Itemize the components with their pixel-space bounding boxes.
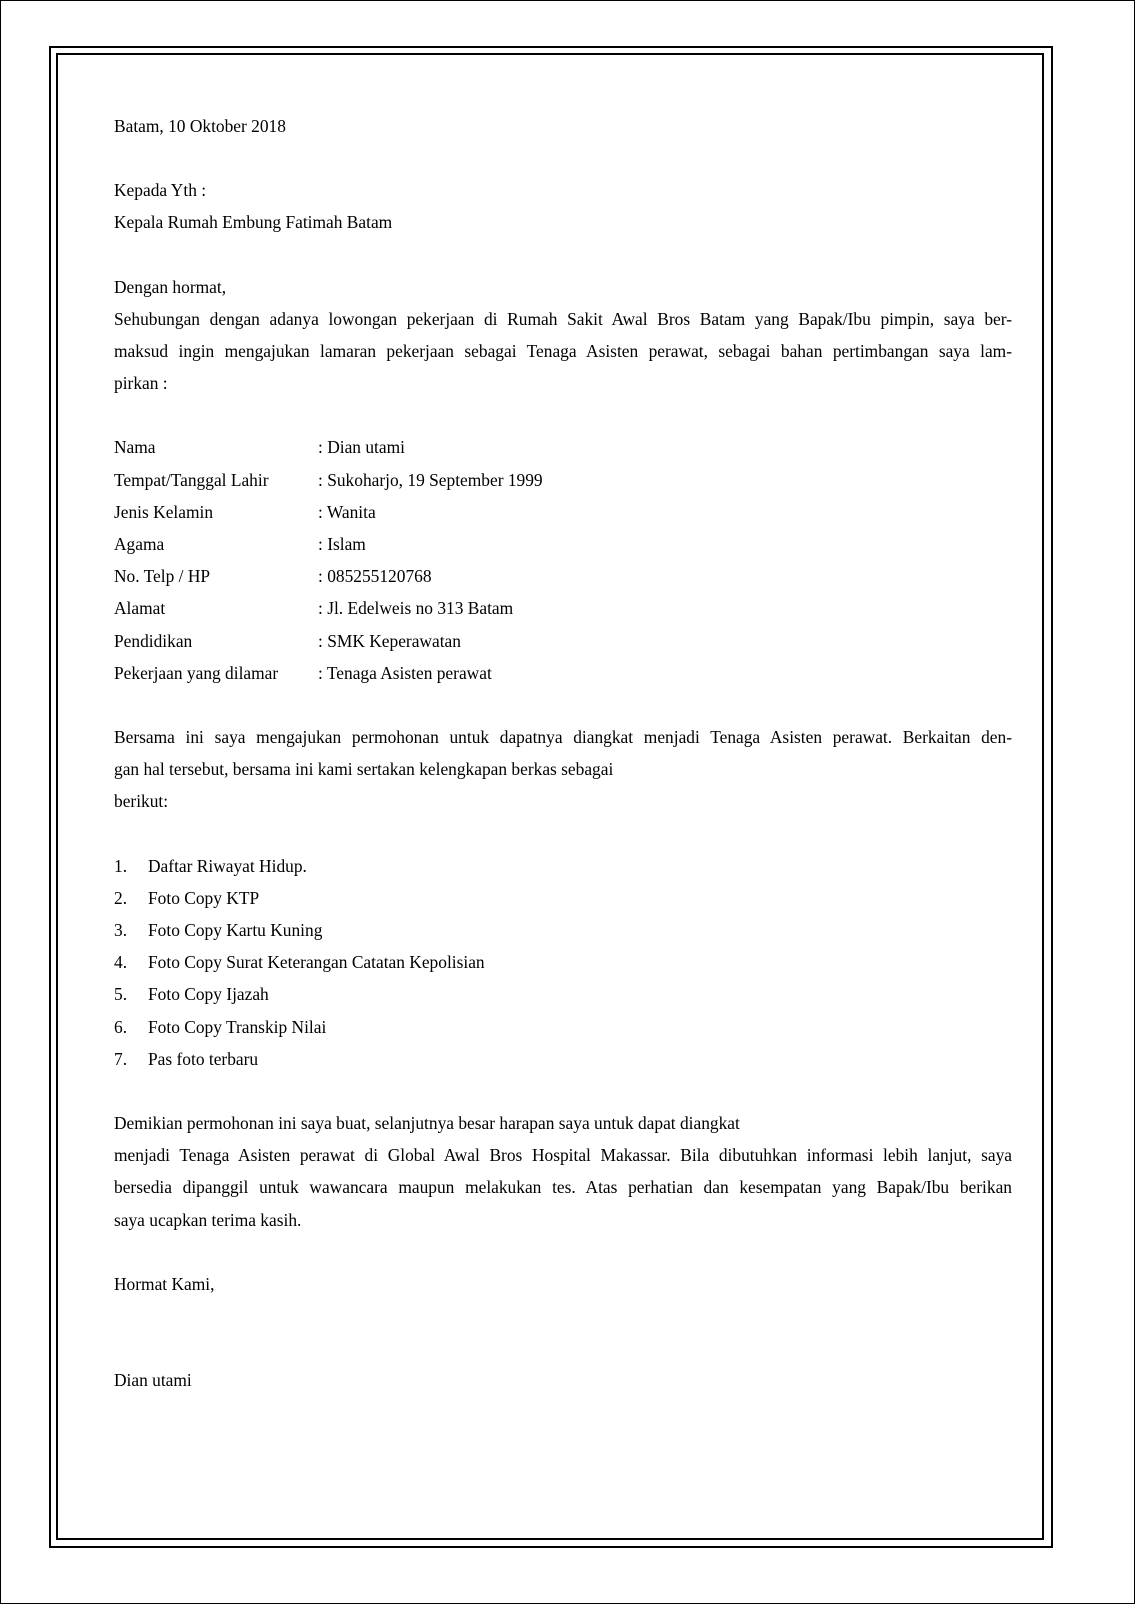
list-text: Foto Copy Ijazah <box>148 984 269 1005</box>
closing-line-4: saya ucapkan terima kasih. <box>114 1209 302 1230</box>
list-item <box>114 946 1012 978</box>
list-number: 5. <box>114 984 128 1005</box>
detail-label: Pekerjaan yang dilamar <box>114 662 279 683</box>
list-text: Foto Copy KTP <box>148 887 260 908</box>
detail-value: : Sukoharjo, 19 September 1999 <box>318 464 543 496</box>
recipient-label: Kepada Yth : <box>114 180 207 201</box>
detail-row <box>114 657 1012 689</box>
greeting: Dengan hormat, <box>114 276 227 297</box>
list-text: Foto Copy Kartu Kuning <box>148 920 323 941</box>
detail-label: Nama <box>114 437 156 458</box>
detail-value: : Tenaga Asisten perawat <box>318 657 492 689</box>
detail-row <box>114 592 1012 624</box>
closing-line-3: bersedia dipanggil untuk wawancara maupun melakukan tes. Atas perhatian dan kesempatan yang Bapak/Ibu berikan <box>114 1177 1012 1198</box>
detail-label: Alamat <box>114 598 166 619</box>
detail-value: : SMK Keperawatan <box>318 625 461 657</box>
detail-row <box>114 464 1012 496</box>
detail-value: : 085255120768 <box>318 560 432 592</box>
sign-off: Hormat Kami, <box>114 1273 215 1294</box>
body-line-2: gan hal tersebut, bersama ini kami sertakan kelengkapan berkas sebagai <box>114 759 614 780</box>
list-item <box>114 1043 1012 1075</box>
intro-line-1: Sehubungan dengan adanya lowongan pekerjaan di Rumah Sakit Awal Bros Batam yang Bapak/Ibu pimpin, saya ber- <box>114 308 1012 329</box>
date-line: Batam, 10 Oktober 2018 <box>114 116 286 136</box>
list-item <box>114 978 1012 1010</box>
detail-row <box>114 625 1012 657</box>
detail-value: : Jl. Edelweis no 313 Batam <box>318 592 513 624</box>
intro-line-3: pirkan : <box>114 373 168 394</box>
list-text: Foto Copy Transkip Nilai <box>148 1016 327 1037</box>
signer-name: Dian utami <box>114 1370 192 1391</box>
attachment-list <box>114 850 1012 1075</box>
list-number: 7. <box>114 1048 128 1069</box>
body-line-1: Bersama ini saya mengajukan permohonan untuk dapatnya diangkat menjadi Tenaga Asisten perawat. Berkaitan den- <box>114 727 1012 748</box>
letter-content <box>114 110 1012 1396</box>
list-number: 2. <box>114 887 128 908</box>
detail-row <box>114 528 1012 560</box>
intro-line-2: maksud ingin mengajukan lamaran pekerjaan sebagai Tenaga Asisten perawat, sebagai bahan pertimbangan saya lam- <box>114 341 1012 362</box>
list-item <box>114 1011 1012 1043</box>
detail-value: : Dian utami <box>318 431 405 463</box>
detail-value: : Islam <box>318 528 366 560</box>
recipient: Kepala Rumah Embung Fatimah Batam <box>114 212 393 233</box>
detail-label: Tempat/Tanggal Lahir <box>114 469 269 490</box>
detail-label: No. Telp / HP <box>114 566 211 587</box>
detail-value: : Wanita <box>318 496 376 528</box>
list-item <box>114 882 1012 914</box>
list-number: 6. <box>114 1016 128 1037</box>
detail-label: Jenis Kelamin <box>114 501 214 522</box>
detail-label: Pendidikan <box>114 630 193 651</box>
detail-row <box>114 560 1012 592</box>
closing-line-2: menjadi Tenaga Asisten perawat di Global Awal Bros Hospital Makassar. Bila dibutuhkan informasi lebih lanjut, saya <box>114 1145 1012 1166</box>
list-number: 3. <box>114 920 128 941</box>
list-text: Daftar Riwayat Hidup. <box>148 855 307 876</box>
list-number: 1. <box>114 855 128 876</box>
list-item <box>114 850 1012 882</box>
detail-row <box>114 496 1012 528</box>
body-line-3: berikut: <box>114 791 169 812</box>
list-text: Foto Copy Surat Keterangan Catatan Kepolisian <box>148 952 485 973</box>
applicant-details <box>114 431 1012 689</box>
detail-row <box>114 431 1012 463</box>
list-text: Pas foto terbaru <box>148 1048 259 1069</box>
detail-label: Agama <box>114 534 165 555</box>
list-number: 4. <box>114 952 128 973</box>
closing-line-1: Demikian permohonan ini saya buat, selanjutnya besar harapan saya untuk dapat diangkat <box>114 1113 740 1134</box>
list-item <box>114 914 1012 946</box>
